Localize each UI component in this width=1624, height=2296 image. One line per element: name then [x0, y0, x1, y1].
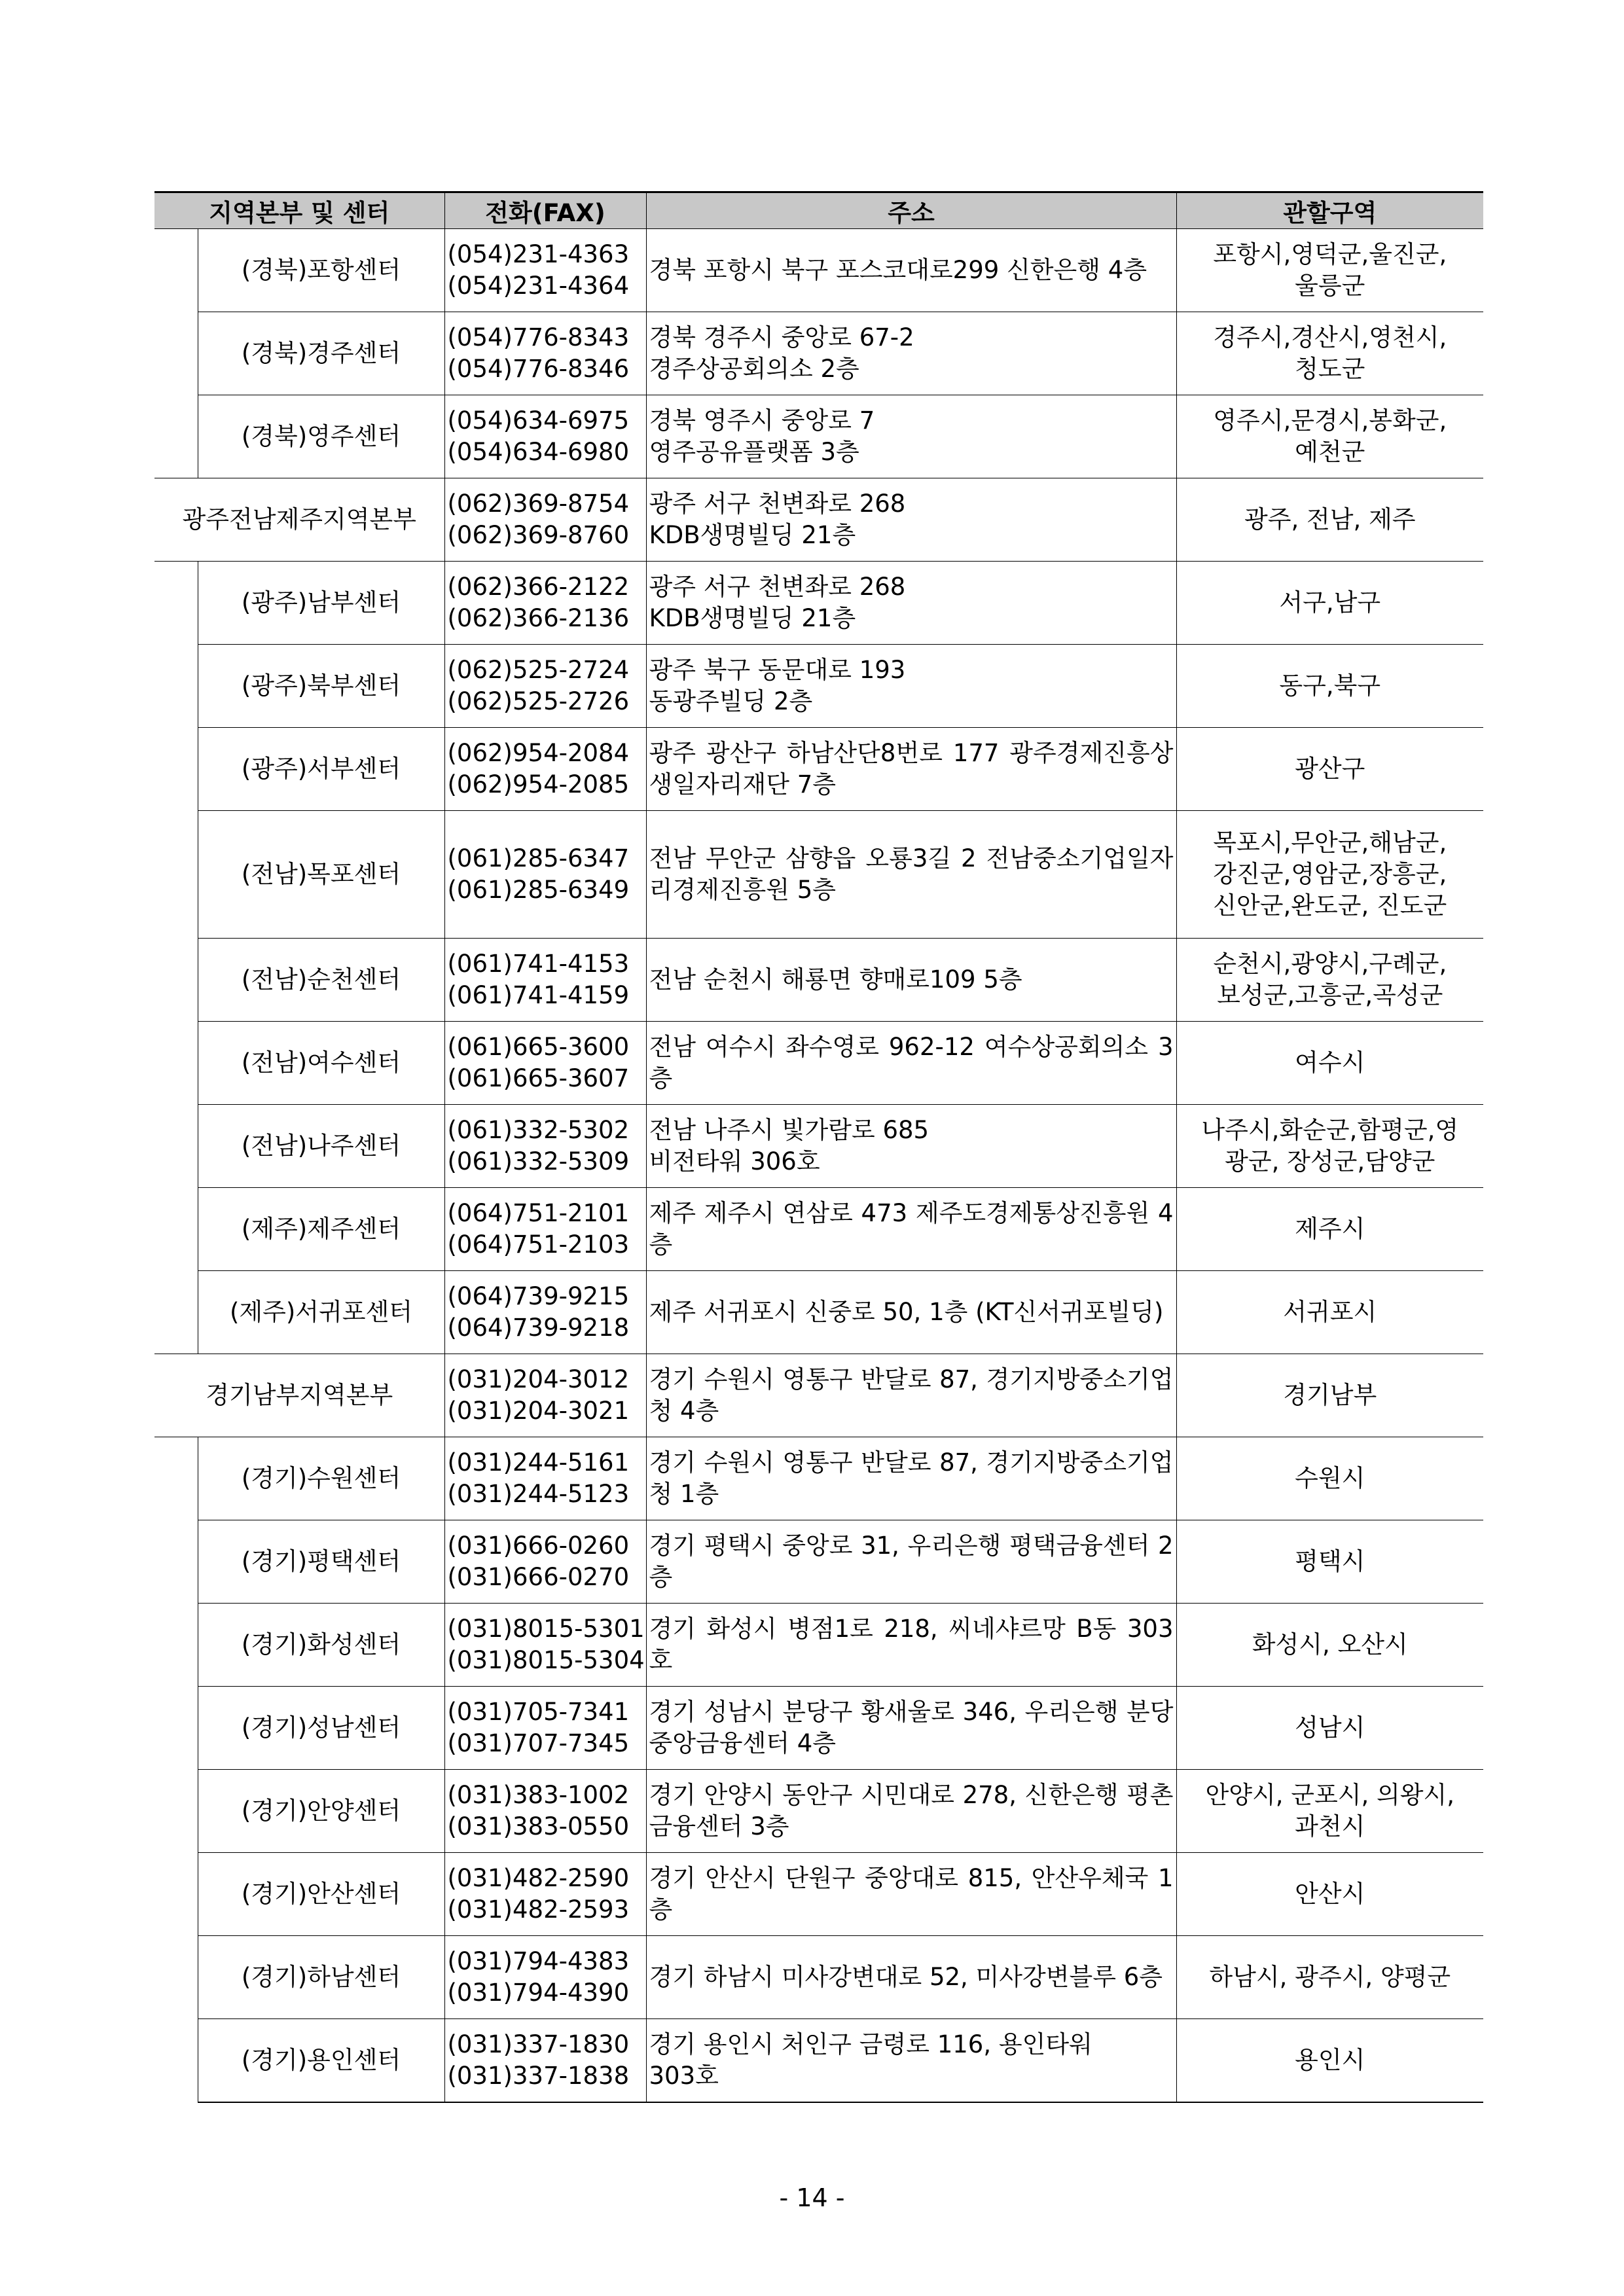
phone-cell — [444, 2019, 646, 2103]
address-cell: 경기 안산시 단원구 중앙대로 815, 안산우체국 1층 — [646, 1853, 1176, 1936]
region-cell — [1176, 1936, 1483, 2019]
phone-cell — [444, 395, 646, 478]
region-line: 여수시 — [1295, 1049, 1365, 1077]
table-row — [154, 1022, 1483, 1105]
region-line: 화성시, 오산시 — [1252, 1630, 1408, 1659]
address-cell: 경기 화성시 병점1로 218, 씨네샤르망 B동 303호 — [646, 1604, 1176, 1687]
fax-number: (061)665-3607 — [447, 1064, 630, 1092]
phone-number: (031)666-0260 — [447, 1532, 630, 1560]
page-number: - 14 - — [779, 2183, 845, 2212]
office-name: (광주)남부센터 — [198, 562, 444, 645]
indent-gutter — [154, 1770, 198, 1853]
region-cell — [1176, 478, 1483, 562]
region-cell — [1176, 811, 1483, 939]
office-name: (경북)영주센터 — [198, 395, 444, 478]
region-line: 경주시,경산시,영천시, — [1213, 323, 1447, 351]
table-row — [154, 1853, 1483, 1936]
indent-gutter — [154, 1188, 198, 1271]
phone-number: (064)751-2101 — [447, 1199, 630, 1227]
region-line: 용인시 — [1295, 2046, 1365, 2074]
region-cell — [1176, 1604, 1483, 1687]
region-cell — [1176, 939, 1483, 1022]
fax-number: (031)383-0550 — [447, 1812, 630, 1840]
phone-cell — [444, 1271, 646, 1354]
region-line: 제주시 — [1295, 1215, 1365, 1243]
office-name: (경기)용인센터 — [198, 2019, 444, 2103]
table-row — [154, 1770, 1483, 1853]
table-row — [154, 312, 1483, 395]
fax-number: (061)741-4159 — [447, 981, 630, 1009]
office-name: (경기)평택센터 — [198, 1520, 444, 1604]
phone-number: (064)739-9215 — [447, 1282, 630, 1310]
office-name: (경기)화성센터 — [198, 1604, 444, 1687]
address-cell: 광주 서구 천변좌로 268 KDB생명빌딩 21층 — [646, 478, 1176, 562]
office-name: (전남)목포센터 — [198, 811, 444, 939]
phone-cell — [444, 645, 646, 728]
office-name: (광주)서부센터 — [198, 728, 444, 811]
region-line: 포항시,영덕군,울진군, — [1213, 240, 1447, 268]
header-phone: 전화(FAX) — [444, 192, 646, 229]
header-region: 관할구역 — [1176, 192, 1483, 229]
region-line: 수원시 — [1295, 1464, 1365, 1492]
indent-gutter — [154, 1936, 198, 2019]
indent-gutter — [154, 1437, 198, 1520]
fax-number: (062)954-2085 — [447, 770, 630, 798]
phone-cell — [444, 1354, 646, 1437]
region-cell — [1176, 1770, 1483, 1853]
phone-cell — [444, 1936, 646, 2019]
address-cell: 제주 서귀포시 신중로 50, 1층 (KT신서귀포빌딩) — [646, 1271, 1176, 1354]
phone-cell — [444, 1437, 646, 1520]
indent-gutter — [154, 395, 198, 478]
region-line: 평택시 — [1295, 1547, 1365, 1575]
indent-gutter — [154, 2019, 198, 2103]
phone-number: (031)204-3012 — [447, 1365, 630, 1393]
header-office: 지역본부 및 센터 — [154, 192, 444, 229]
indent-gutter — [154, 1022, 198, 1105]
phone-number: (031)8015-5301 — [447, 1615, 645, 1643]
indent-gutter — [154, 1271, 198, 1354]
phone-cell — [444, 478, 646, 562]
indent-gutter — [154, 1604, 198, 1687]
region-line: 울릉군 — [1295, 272, 1365, 300]
table-row — [154, 645, 1483, 728]
region-cell — [1176, 229, 1483, 312]
office-name: (경기)안산센터 — [198, 1853, 444, 1936]
region-line: 안양시, 군포시, 의왕시, — [1205, 1781, 1454, 1809]
fax-number: (062)369-8760 — [447, 521, 630, 549]
indent-gutter — [154, 312, 198, 395]
indent-gutter — [154, 229, 198, 312]
region-line: 동구,북구 — [1279, 672, 1381, 700]
region-line: 신안군,완도군, 진도군 — [1213, 891, 1447, 920]
table-row — [154, 811, 1483, 939]
region-cell — [1176, 1354, 1483, 1437]
phone-cell — [444, 1770, 646, 1853]
phone-number: (054)634-6975 — [447, 406, 630, 435]
fax-number: (031)666-0270 — [447, 1563, 630, 1591]
phone-number: (031)705-7341 — [447, 1698, 630, 1726]
header-address: 주소 — [646, 192, 1176, 229]
office-name: (경북)경주센터 — [198, 312, 444, 395]
region-line: 예천군 — [1295, 438, 1365, 466]
phone-number: (061)285-6347 — [447, 844, 630, 872]
table-row — [154, 1437, 1483, 1520]
fax-number: (062)366-2136 — [447, 604, 630, 632]
region-cell — [1176, 1188, 1483, 1271]
phone-cell — [444, 1520, 646, 1604]
phone-number: (031)794-4383 — [447, 1947, 630, 1975]
indent-gutter — [154, 811, 198, 939]
office-name: 경기남부지역본부 — [154, 1354, 444, 1437]
fax-number: (054)776-8346 — [447, 355, 630, 383]
fax-number: (061)332-5309 — [447, 1147, 630, 1175]
phone-number: (061)741-4153 — [447, 950, 630, 978]
fax-number: (054)231-4364 — [447, 272, 630, 300]
phone-number: (062)525-2724 — [447, 656, 630, 684]
region-line: 성남시 — [1295, 1713, 1365, 1742]
phone-cell — [444, 1105, 646, 1188]
phone-number: (062)954-2084 — [447, 739, 630, 767]
region-cell — [1176, 312, 1483, 395]
phone-number: (054)776-8343 — [447, 323, 630, 351]
table-row — [154, 229, 1483, 312]
fax-number: (031)707-7345 — [447, 1729, 630, 1757]
address-cell: 전남 여수시 좌수영로 962-12 여수상공회의소 3층 — [646, 1022, 1176, 1105]
address-cell: 경기 용인시 처인구 금령로 116, 용인타워 303호 — [646, 2019, 1176, 2103]
table-row — [154, 562, 1483, 645]
fax-number: (031)337-1838 — [447, 2062, 630, 2090]
phone-cell — [444, 312, 646, 395]
office-name: (경기)수원센터 — [198, 1437, 444, 1520]
phone-cell — [444, 1687, 646, 1770]
region-line: 영주시,문경시,봉화군, — [1213, 406, 1447, 435]
region-cell — [1176, 1022, 1483, 1105]
fax-number: (031)794-4390 — [447, 1979, 630, 2007]
fax-number: (031)204-3021 — [447, 1397, 630, 1425]
office-name: (경기)성남센터 — [198, 1687, 444, 1770]
region-line: 나주시,화순군,함평군,영 — [1201, 1116, 1459, 1144]
table-row — [154, 939, 1483, 1022]
region-cell — [1176, 1271, 1483, 1354]
indent-gutter — [154, 1105, 198, 1188]
address-cell: 광주 북구 동문대로 193 동광주빌딩 2층 — [646, 645, 1176, 728]
office-name: (경기)하남센터 — [198, 1936, 444, 2019]
region-line: 서귀포시 — [1283, 1298, 1377, 1326]
region-cell — [1176, 728, 1483, 811]
phone-number: (031)244-5161 — [447, 1448, 630, 1477]
table-row — [154, 1520, 1483, 1604]
table-row — [154, 1936, 1483, 2019]
region-line: 강진군,영암군,장흥군, — [1213, 860, 1447, 888]
region-cell — [1176, 645, 1483, 728]
region-line: 광산구 — [1295, 755, 1365, 783]
table-row — [154, 728, 1483, 811]
phone-number: (062)366-2122 — [447, 573, 630, 601]
fax-number: (054)634-6980 — [447, 438, 630, 466]
address-cell: 전남 무안군 삼향읍 오룡3길 2 전남중소기업일자리경제진흥원 5층 — [646, 811, 1176, 939]
region-cell — [1176, 395, 1483, 478]
address-cell: 경기 수원시 영통구 반달로 87, 경기지방중소기업청 1층 — [646, 1437, 1176, 1520]
indent-gutter — [154, 1520, 198, 1604]
office-name: 광주전남제주지역본부 — [154, 478, 444, 562]
region-cell — [1176, 1853, 1483, 1936]
region-cell — [1176, 1687, 1483, 1770]
phone-cell — [444, 562, 646, 645]
region-cell — [1176, 1105, 1483, 1188]
fax-number: (064)739-9218 — [447, 1314, 630, 1342]
region-line: 광군, 장성군,담양군 — [1225, 1147, 1435, 1175]
region-cell — [1176, 562, 1483, 645]
phone-number: (031)482-2590 — [447, 1864, 630, 1892]
address-cell: 경기 안양시 동안구 시민대로 278, 신한은행 평촌금융센터 3층 — [646, 1770, 1176, 1853]
address-cell: 경북 경주시 중앙로 67-2 경주상공회의소 2층 — [646, 312, 1176, 395]
phone-cell — [444, 1022, 646, 1105]
region-line: 서구,남구 — [1279, 588, 1381, 617]
office-name: (경북)포항센터 — [198, 229, 444, 312]
table-row — [154, 2019, 1483, 2103]
table-row — [154, 1687, 1483, 1770]
phone-cell — [444, 1604, 646, 1687]
region-cell — [1176, 1437, 1483, 1520]
office-name: (제주)서귀포센터 — [198, 1271, 444, 1354]
indent-gutter — [154, 562, 198, 645]
region-line: 순천시,광양시,구례군, — [1213, 950, 1447, 978]
fax-number: (061)285-6349 — [447, 876, 630, 904]
fax-number: (031)482-2593 — [447, 1895, 630, 1924]
table-row — [154, 395, 1483, 478]
address-cell: 전남 순천시 해룡면 향매로109 5층 — [646, 939, 1176, 1022]
address-cell: 광주 서구 천변좌로 268 KDB생명빌딩 21층 — [646, 562, 1176, 645]
address-cell: 경기 성남시 분당구 황새울로 346, 우리은행 분당중앙금융센터 4층 — [646, 1687, 1176, 1770]
address-cell: 경북 포항시 북구 포스코대로299 신한은행 4층 — [646, 229, 1176, 312]
table-row — [154, 1271, 1483, 1354]
region-line: 보성군,고흥군,곡성군 — [1217, 981, 1443, 1009]
table-row — [154, 1105, 1483, 1188]
fax-number: (064)751-2103 — [447, 1230, 630, 1259]
table-row — [154, 1604, 1483, 1687]
phone-cell — [444, 1188, 646, 1271]
address-cell: 경북 영주시 중앙로 7 영주공유플랫폼 3층 — [646, 395, 1176, 478]
region-line: 목포시,무안군,해남군, — [1213, 829, 1447, 857]
address-cell: 경기 하남시 미사강변대로 52, 미사강변블루 6층 — [646, 1936, 1176, 2019]
address-cell: 광주 광산구 하남산단8번로 177 광주경제진흥상생일자리재단 7층 — [646, 728, 1176, 811]
indent-gutter — [154, 728, 198, 811]
phone-cell — [444, 1853, 646, 1936]
address-cell: 전남 나주시 빛가람로 685 비전타워 306호 — [646, 1105, 1176, 1188]
phone-cell — [444, 229, 646, 312]
region-line: 과천시 — [1295, 1812, 1365, 1840]
office-name: (전남)순천센터 — [198, 939, 444, 1022]
office-name: (경기)안양센터 — [198, 1770, 444, 1853]
phone-cell — [444, 939, 646, 1022]
region-line: 청도군 — [1295, 355, 1365, 383]
phone-number: (062)369-8754 — [447, 490, 630, 518]
office-name: (전남)나주센터 — [198, 1105, 444, 1188]
headquarters-row — [154, 478, 1483, 562]
table-body — [154, 229, 1483, 2103]
fax-number: (031)8015-5304 — [447, 1646, 645, 1674]
indent-gutter — [154, 645, 198, 728]
phone-cell — [444, 728, 646, 811]
phone-cell — [444, 811, 646, 939]
region-line: 안산시 — [1295, 1880, 1365, 1908]
region-cell — [1176, 1520, 1483, 1604]
table-row — [154, 1188, 1483, 1271]
indent-gutter — [154, 1687, 198, 1770]
phone-number: (031)337-1830 — [447, 2030, 630, 2058]
phone-number: (031)383-1002 — [447, 1781, 630, 1809]
region-line: 하남시, 광주시, 양평군 — [1209, 1963, 1451, 1991]
indent-gutter — [154, 939, 198, 1022]
indent-gutter — [154, 1853, 198, 1936]
office-name: (전남)여수센터 — [198, 1022, 444, 1105]
phone-number: (054)231-4363 — [447, 240, 630, 268]
branch-office-table — [154, 191, 1483, 2103]
office-name: (광주)북부센터 — [198, 645, 444, 728]
region-line: 경기남부 — [1283, 1381, 1377, 1409]
table-header-row — [154, 192, 1483, 229]
fax-number: (062)525-2726 — [447, 687, 630, 715]
region-cell — [1176, 2019, 1483, 2103]
address-cell: 제주 제주시 연삼로 473 제주도경제통상진흥원 4층 — [646, 1188, 1176, 1271]
address-cell: 경기 수원시 영통구 반달로 87, 경기지방중소기업청 4층 — [646, 1354, 1176, 1437]
office-name: (제주)제주센터 — [198, 1188, 444, 1271]
phone-number: (061)665-3600 — [447, 1033, 630, 1061]
region-line: 광주, 전남, 제주 — [1244, 505, 1416, 533]
fax-number: (031)244-5123 — [447, 1480, 630, 1508]
address-cell: 경기 평택시 중앙로 31, 우리은행 평택금융센터 2층 — [646, 1520, 1176, 1604]
headquarters-row — [154, 1354, 1483, 1437]
phone-number: (061)332-5302 — [447, 1116, 630, 1144]
